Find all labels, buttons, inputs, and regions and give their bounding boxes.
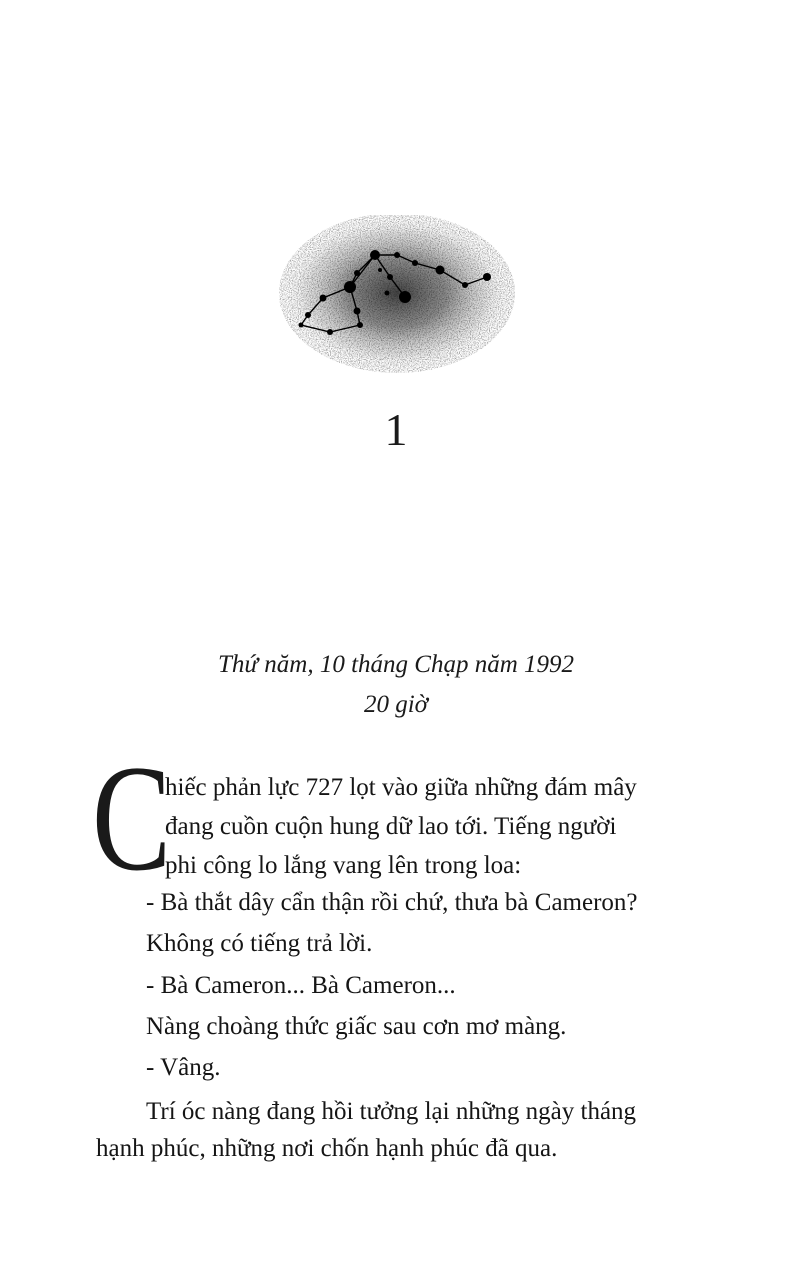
body-text-line: đang cuồn cuộn hung dữ lao tới. Tiếng người xyxy=(165,813,617,840)
chapter-number: 1 xyxy=(384,404,408,455)
body-text-line: phi công lo lắng vang lên trong loa: xyxy=(165,852,522,879)
dialogue-line: - Bà thắt dây cẩn thận rồi chứ, thưa bà Cameron? xyxy=(146,889,638,916)
body-text-line: hạnh phúc, những nơi chốn hạnh phúc đã qua. xyxy=(96,1135,558,1162)
drop-cap: C xyxy=(92,734,172,902)
nebula-grain xyxy=(279,215,515,373)
chapter-time: 20 giờ xyxy=(363,691,429,718)
dialogue-line: - Bà Cameron... Bà Cameron... xyxy=(146,972,456,999)
body-text-line: Trí óc nàng đang hồi tưởng lại những ngày tháng xyxy=(146,1098,637,1125)
dialogue-line: - Vâng. xyxy=(146,1054,221,1081)
body-text-line: Nàng choàng thức giấc sau cơn mơ màng. xyxy=(146,1013,567,1040)
body-text-line: Không có tiếng trả lời. xyxy=(146,930,373,957)
constellation-illustration xyxy=(275,215,520,380)
chapter-date: Thứ năm, 10 tháng Chạp năm 1992 xyxy=(217,651,575,678)
body-text-line: hiếc phản lực 727 lọt vào giữa những đám mây xyxy=(165,774,637,801)
